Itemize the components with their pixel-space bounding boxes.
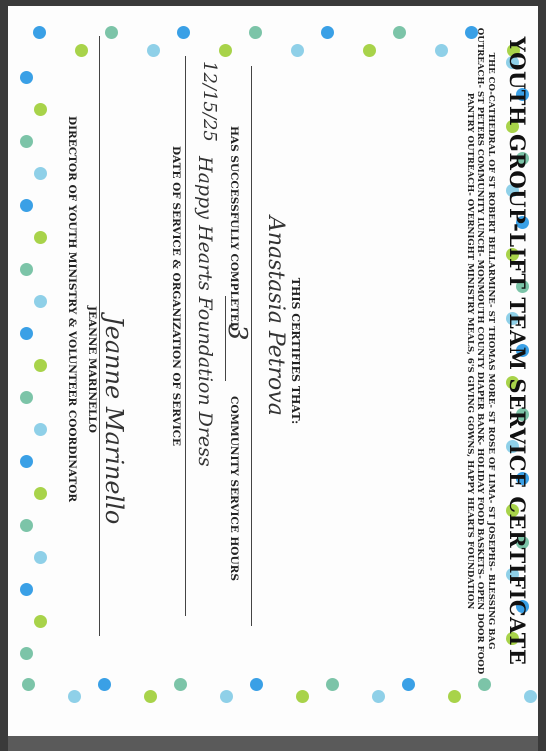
- date-org-label: DATE OF SERVICE & ORGANIZATION OF SERVICE: [170, 146, 182, 447]
- completed-label: HAS SUCCESSFULLY COMPLETED: [228, 126, 240, 331]
- recipient-line: [251, 66, 252, 626]
- signature: Jeanne Marinello: [100, 316, 128, 525]
- scan-bottom-edge: [8, 736, 538, 751]
- certificate-page: [8, 6, 538, 736]
- service-date: 12/15/25: [199, 61, 220, 142]
- signer-name: JEANNE MARINELLO: [86, 306, 98, 433]
- hours-line: [225, 296, 226, 381]
- certificate-content: [8, 6, 538, 696]
- organization-list: THE CO-CATHEDRAL OF ST ROBERT BELLARMINE- ST THOMAS MORE- ST ROSE OF LIMA- ST JOSEPHS- BLESSING BAG OUTREACH- ST PETERS COMMUNITY LUNCH- MONMOUTH COUNTY DIAPER BANK- HOLIDAY FOOD BASKETS- OPEN DOOR FOOD PANTRY OUTREACH- OVERNIGHT MINISTRY MEALS, 6'S GIVING GOWNS, HAPPY HEARTS FOUNDATION: [465, 27, 496, 675]
- signer-title: DIRECTOR OF YOUTH MINISTRY & VOLUNTEER COORDINATOR: [66, 116, 78, 503]
- service-line: [185, 56, 186, 616]
- hours-suffix-label: COMMUNITY SERVICE HOURS: [228, 396, 240, 581]
- certifies-label: THIS CERTIFIES THAT:: [289, 277, 302, 425]
- certificate-title: YOUTH GROUP-LIFT TEAM SERVICE CERTIFICATE: [505, 36, 530, 666]
- signature-line: [99, 36, 100, 636]
- hours-value: 3: [222, 324, 252, 341]
- service-organization: Happy Hearts Foundation Dress: [194, 156, 216, 467]
- recipient-name: Anastasia Petrova: [263, 216, 288, 416]
